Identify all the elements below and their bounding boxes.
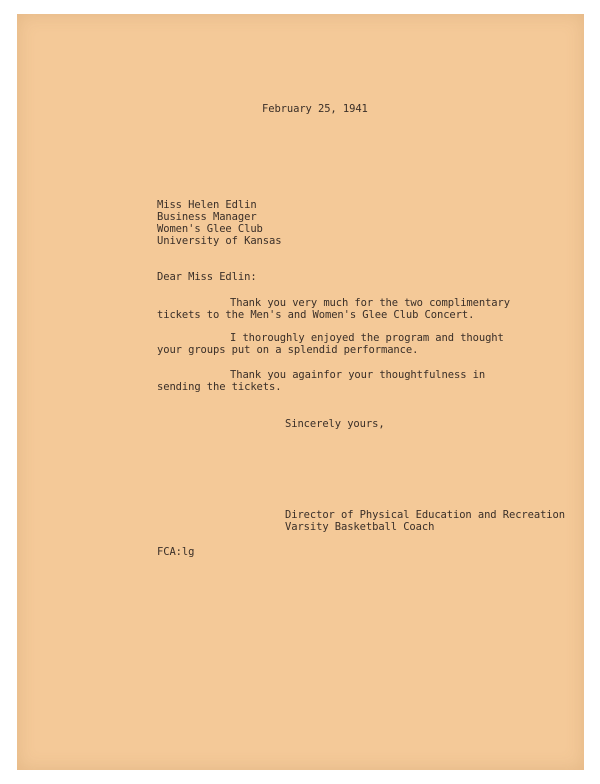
signature-title-line-2: Varsity Basketball Coach (285, 521, 435, 533)
paragraph-1-line-1: Thank you very much for the two complimentary (230, 297, 510, 309)
paragraph-1-line-2: tickets to the Men's and Women's Glee Club Concert. (157, 309, 475, 321)
recipient-name: Miss Helen Edlin (157, 199, 257, 211)
paragraph-3-line-1: Thank you againfor your thoughtfulness in (230, 369, 486, 381)
letter-page (17, 14, 584, 770)
recipient-institution: University of Kansas (157, 235, 282, 247)
paragraph-3-line-2: sending the tickets. (157, 381, 282, 393)
paragraph-2-line-2: your groups put on a splendid performance. (157, 344, 419, 356)
signature-title-line-1: Director of Physical Education and Recreation (285, 509, 565, 521)
letter-date: February 25, 1941 (262, 103, 368, 115)
reference-initials: FCA:lg (157, 546, 195, 558)
closing: Sincerely yours, (285, 418, 385, 430)
salutation: Dear Miss Edlin: (157, 271, 257, 283)
paragraph-2-line-1: I thoroughly enjoyed the program and thought (230, 332, 504, 344)
recipient-organization: Women's Glee Club (157, 223, 263, 235)
recipient-title: Business Manager (157, 211, 257, 223)
